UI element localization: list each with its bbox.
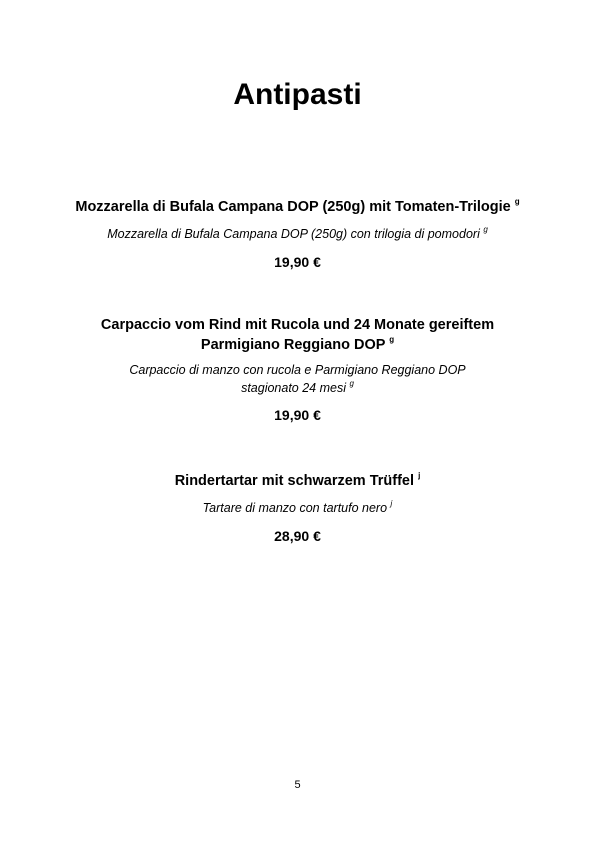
page-number: 5 <box>294 779 301 791</box>
dish-price: 19,90 € <box>274 254 321 270</box>
menu-item-tartar <box>40 471 555 546</box>
dish-name <box>40 197 555 217</box>
allergen-mark: g <box>483 224 488 234</box>
menu-item-mozzarella <box>40 197 555 272</box>
dish-name <box>40 471 555 491</box>
dish-translation-line: stagionato 24 mesi <box>241 381 346 395</box>
dish-translation-line: Carpaccio di manzo con rucola e Parmigiano Reggiano DOP <box>129 363 466 377</box>
dish-name-line: Carpaccio vom Rind mit Rucola und 24 Monate gereiftem <box>100 317 495 333</box>
dish-name-line: Parmigiano Reggiano DOP <box>200 337 386 353</box>
dish-translation <box>40 361 555 397</box>
allergen-mark: j <box>418 471 421 481</box>
dish-name-line: Mozzarella di Bufala Campana DOP (250g) mit Tomaten-Trilogie <box>75 199 511 215</box>
allergen-mark: g <box>349 378 354 388</box>
menu-item-carpaccio <box>40 315 555 425</box>
dish-translation-line: Tartare di manzo con tartufo nero <box>202 501 388 515</box>
dish-translation-line: Mozzarella di Bufala Campana DOP (250g) con trilogia di pomodori <box>107 227 480 241</box>
allergen-mark: j <box>390 498 393 508</box>
dish-translation <box>40 499 555 517</box>
allergen-mark: g <box>514 197 520 207</box>
dish-price: 19,90 € <box>274 407 321 423</box>
page-title: Antipasti <box>233 78 362 111</box>
dish-translation <box>40 225 555 243</box>
dish-name-line: Rindertartar mit schwarzem Trüffel <box>174 473 415 489</box>
allergen-mark: g <box>389 335 395 345</box>
dish-price: 28,90 € <box>274 528 321 544</box>
dish-name <box>40 315 555 355</box>
